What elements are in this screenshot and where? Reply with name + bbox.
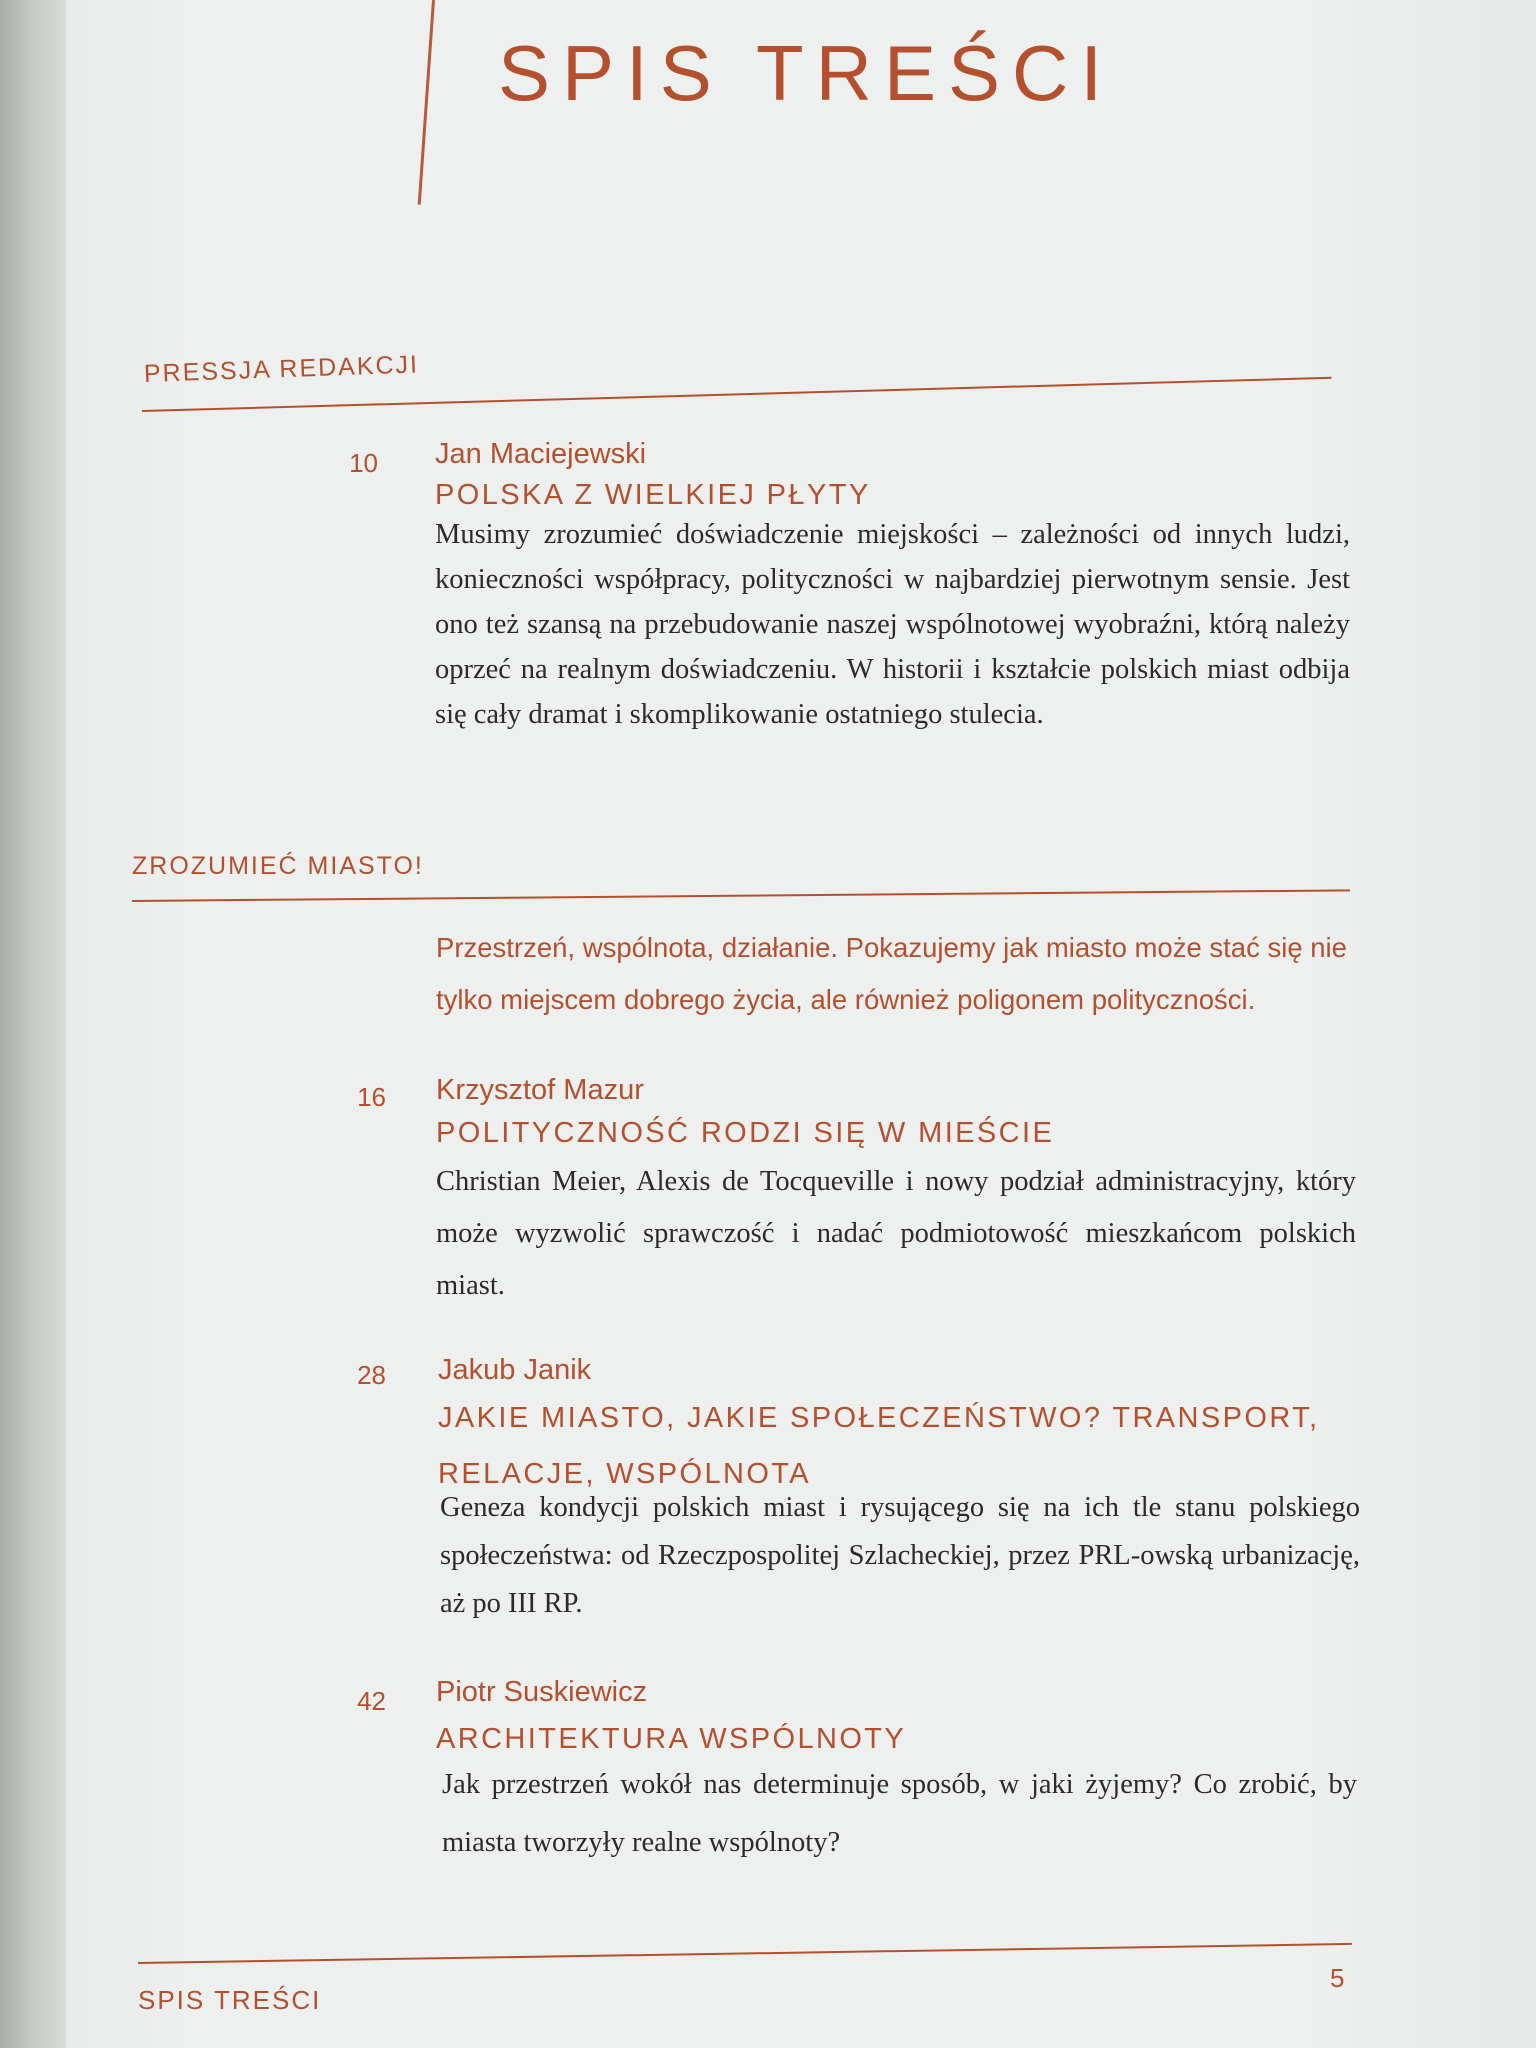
footer-page-number: 5: [1330, 1963, 1345, 1993]
entry-title: POLITYCZNOŚĆ RODZI SIĘ W MIEŚCIE: [436, 1117, 1055, 1149]
entry-page-number: 42: [357, 1686, 386, 1716]
book-spine-shadow: [0, 0, 66, 2048]
entry-author: Piotr Suskiewicz: [436, 1676, 648, 1708]
entry-title: ARCHITEKTURA WSPÓLNOTY: [436, 1723, 907, 1755]
footer-section-label: SPIS TREŚCI: [138, 1985, 322, 2015]
title-vertical-rule: [418, 0, 435, 205]
section-heading-pressja-redakcji: PRESSJA REDAKCJI: [143, 350, 420, 388]
entry-page-number: 28: [357, 1360, 386, 1390]
entry-description: Musimy zrozumieć doświadczenie miejskości – zależności od innych ludzi, konieczności współpracy, polityczności w najbardziej pierwotnym sensie. Jest ono też szansą na przebudowanie naszej wspólnotowej wyobraźni, którą należy oprzeć na realnym doświadczeniu. W historii i kształcie polskich miast odbija się cały dramat i skomplikowanie ostatniego stulecia.: [435, 519, 1350, 730]
page-title: SPIS TREŚCI: [498, 29, 1115, 117]
entry-author: Jan Maciejewski: [435, 438, 647, 470]
entry-description: Christian Meier, Alexis de Tocqueville i nowy podział administracyjny, który może wyzwolić sprawczość i nadać podmiotowość mieszkańcom polskich miast.: [436, 1166, 1356, 1301]
entry-title: JAKIE MIASTO, JAKIE SPOŁECZEŃSTWO? TRANSPORT, RELACJE, WSPÓLNOTA: [438, 1402, 1320, 1490]
entry-author: Krzysztof Mazur: [436, 1074, 644, 1106]
entry-page-number: 16: [357, 1082, 386, 1112]
entry-page-number: 10: [349, 448, 378, 478]
section-intro: Przestrzeń, wspólnota, działanie. Pokazujemy jak miasto może stać się nie tylko miejscem dobrego życia, ale również poligonem polityczności.: [436, 932, 1347, 1015]
entry-description: Jak przestrzeń wokół nas determinuje sposób, w jaki żyjemy? Co zrobić, by miasta tworzyły realne wspólnoty?: [442, 1769, 1357, 1858]
entry-author: Jakub Janik: [438, 1354, 592, 1386]
footer-rule: [138, 1943, 1352, 1964]
entry-description: Geneza kondycji polskich miast i rysującego się na ich tle stanu polskiego społeczeństwa: od Rzeczpospolitej Szlacheckiej, przez PRL-owską urbanizację, aż po III RP.: [440, 1492, 1360, 1619]
entry-title: POLSKA Z WIELKIEJ PŁYTY: [435, 479, 871, 511]
section-rule-2: [132, 889, 1350, 902]
section-heading-zrozumiec-miasto: ZROZUMIEĆ MIASTO!: [132, 852, 424, 880]
